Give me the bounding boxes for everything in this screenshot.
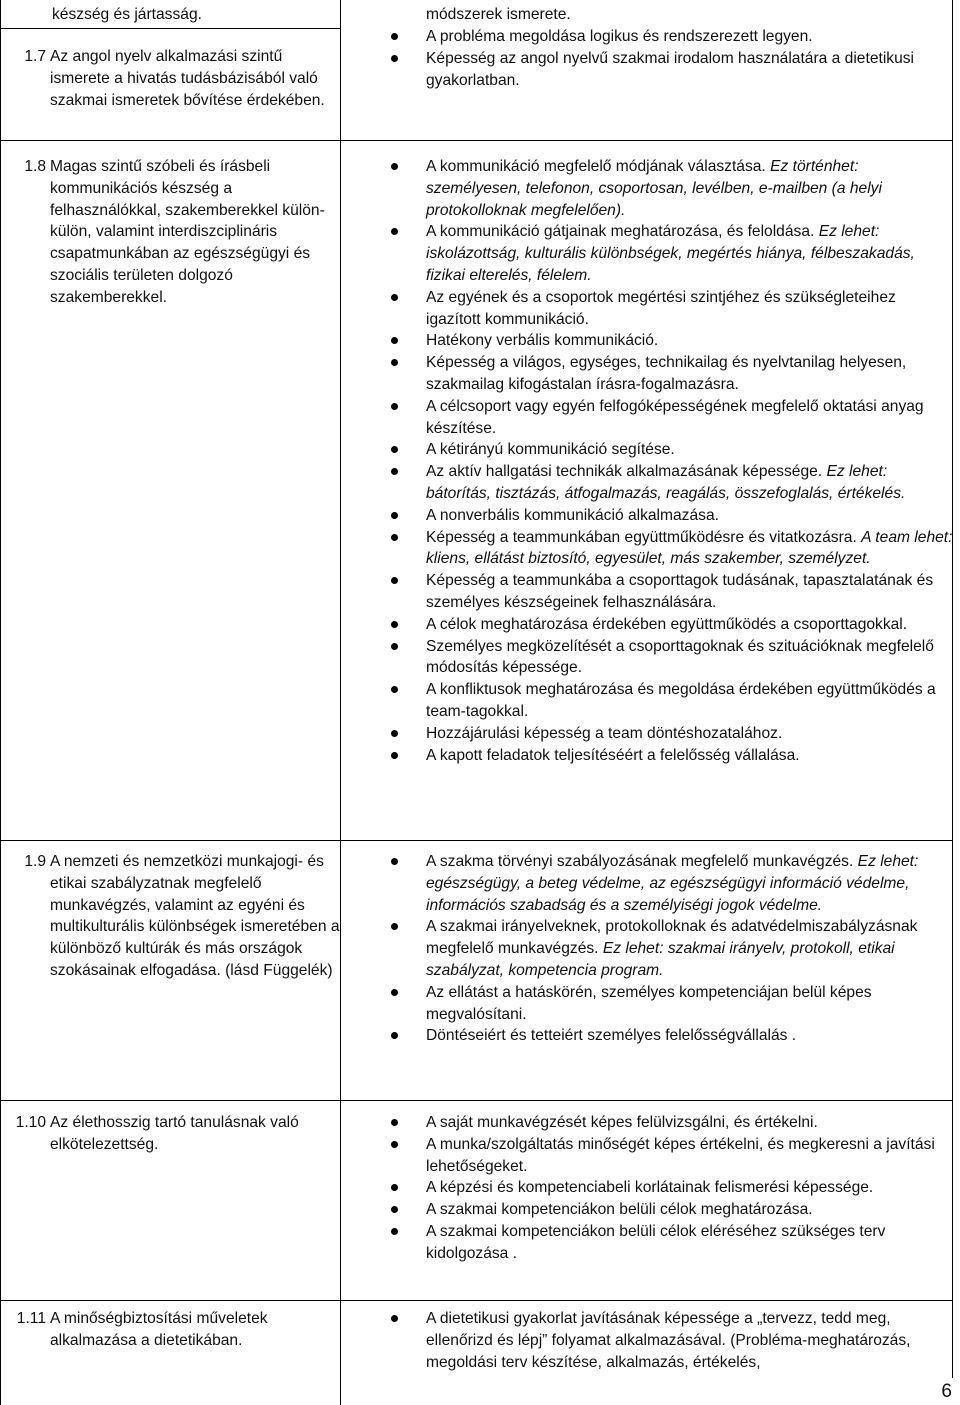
list-item	[340, 1112, 960, 1134]
row-number: 1.10	[15, 1114, 46, 1131]
item-text: Az aktív hallgatási technikák alkalmazásának képessége.	[426, 463, 823, 481]
right-quality-list	[340, 1308, 960, 1373]
item-text: A saját munkavégzését képes felülvizsgálni, és értékelni.	[426, 1114, 818, 1131]
row-text: Magas szintű szóbeli és írásbeli kommunikációs készség a felhasználókkal, szakemberekkel külön-külön, valamint interdiszciplináris csapatmunkában az egészségügyi és szociális területen dolgozó szakemberekkel.	[50, 158, 325, 306]
left-row-1-11	[0, 1308, 340, 1352]
right-learning-list	[340, 1112, 960, 1265]
row-number: 1.11	[16, 1310, 46, 1327]
list-item	[340, 1308, 960, 1373]
item-text: A szakmai irányelveknek, protokolloknak és adatvédelmiszabályzásnak megfelelő munkavégzés.	[426, 918, 918, 958]
list-item	[340, 1221, 960, 1265]
page-number: 6	[941, 1381, 952, 1402]
list-item	[340, 614, 960, 636]
item-text: A célcsoport vagy egyén felfogóképességének megfelelő oktatási anyag készítése.	[426, 397, 924, 437]
list-item	[340, 570, 960, 614]
row-divider-1	[0, 28, 340, 29]
list-item	[340, 396, 960, 440]
item-note: A team lehet: kliens, ellátást biztosító, egyesület, más szakember, személyzet.	[426, 528, 953, 568]
list-item	[340, 156, 960, 221]
item-text: A nonverbális kommunikáció alkalmazása.	[426, 506, 719, 524]
item-text: Személyes megközelítését a csoporttagoknak és szituációknak megfelelő módosítás képessége.	[426, 637, 934, 677]
row-text: Az angol nyelv alkalmazási szintű ismerete a hivatás tudásbázisából való szakmai ismeretek bővítése érdekében.	[50, 48, 325, 109]
item-text: A kommunikáció megfelelő módjának választása.	[426, 158, 766, 175]
row-divider-2	[0, 140, 953, 141]
item-text: Képesség a teammunkában együttműködésre és vitatkozásra.	[426, 528, 857, 546]
list-item	[340, 505, 960, 527]
list-item	[340, 745, 960, 767]
item-text: A szakmai kompetenciákon belüli célok eléréséhez szükséges terv kidolgozása .	[426, 1222, 886, 1262]
item-text: A célok meghatározása érdekében együttműködés a csoporttagokkal.	[426, 615, 908, 633]
list-item	[340, 723, 960, 745]
list-item	[340, 461, 960, 505]
item-text: Képesség a világos, egységes, technikailag és nyelvtanilag helyesen, szakmailag kifogástalan írásra-fogalmazásra.	[426, 354, 907, 393]
list-item	[340, 982, 960, 1026]
row-divider-4	[0, 1100, 953, 1101]
item-text: A munka/szolgáltatás minőségét képes értékelni, és megkeresni a javítási lehetőségeket.	[426, 1135, 935, 1175]
list-item	[340, 439, 960, 461]
right-ethics-list	[340, 851, 960, 1047]
item-text: A szakmai kompetenciákon belüli célok meghatározása.	[426, 1201, 813, 1219]
list-item	[340, 1177, 960, 1199]
list-item	[340, 679, 960, 723]
item-text: A kapott feladatok teljesítéséért a felelősség vállalása.	[426, 746, 800, 764]
list-item	[340, 330, 960, 352]
item-note: Ez lehet: egészségügy, a beteg védelme, az egészségügyi információ védelme, információs szabadság és a személyiségi jogok védelme.	[426, 853, 919, 914]
item-text: A konfliktusok meghatározása és megoldása érdekében együttműködés a team-tagokkal.	[426, 681, 936, 720]
left-row-1-7	[0, 46, 340, 111]
left-row-1-9	[0, 851, 340, 982]
row-number: 1.8	[24, 158, 46, 175]
row-number: 1.7	[24, 48, 46, 65]
item-text: Hozzájárulási képesség a team döntéshozatalához.	[426, 724, 783, 742]
item-text: A szakma törvényi szabályozásának megfelelő munkavégzés.	[426, 853, 854, 870]
list-item	[340, 287, 960, 331]
item-text: A képzési és kompetenciabeli korlátainak felismerési képessége.	[426, 1179, 874, 1197]
list-item	[340, 527, 960, 571]
list-item	[340, 636, 960, 680]
item-text: A kommunikáció gátjainak meghatározása, és feloldása.	[426, 223, 815, 241]
item-text: Az egyének és a csoportok megértési szintjéhez és szükségleteihez igazított kommunikáció.	[426, 288, 896, 328]
item-note: Ez lehet: bátorítás, tisztázás, átfogalmazás, reagálás, összefoglalás, értékelés.	[426, 463, 906, 502]
left-row-1-8	[0, 156, 340, 309]
list-item: Képesség az angol nyelvű szakmai irodalom használatára a dietetikusi gyakorlatban.	[340, 48, 960, 92]
item-text: Az ellátást a hatáskörén, személyes kompetenciájan belül képes megvalósítani.	[426, 983, 872, 1023]
item-note: Ez történhet: személyesen, telefonon, csoportosan, levélben, e-mailben (a helyi protokolloknak megfelelően).	[426, 158, 882, 219]
row-number: 1.9	[24, 853, 46, 870]
item-text: A dietetikusi gyakorlat javításának képessége a „tervezz, tedd meg, ellenőrizd és lépj” folyamat alkalmazásával. (Probléma-meghatározás, megoldási terv készítése, alkalmazás, értékelés,	[426, 1310, 911, 1371]
item-note: Ez lehet: iskolázottság, kulturális különbségek, megértés hiánya, félbeszakadás, fizikai elterelés, félelem.	[426, 223, 915, 284]
right-communication-list	[340, 156, 960, 766]
right-top-list	[340, 26, 960, 91]
row-text: Az élethosszig tartó tanulásnak való elkötelezettség.	[50, 1114, 299, 1153]
left-intro-text: készség és jártasság.	[52, 6, 202, 23]
item-text: Képesség a teammunkába a csoporttagok tudásának, tapasztalatának és személyes készségeinek felhasználására.	[426, 572, 934, 611]
list-item	[340, 221, 960, 286]
list-item	[340, 1025, 960, 1047]
item-text: Döntéseiért és tetteiért személyes felelősségvállalás .	[426, 1027, 797, 1045]
list-item	[340, 352, 960, 396]
list-item	[340, 1134, 960, 1178]
list-item	[340, 916, 960, 981]
row-divider-5	[0, 1300, 953, 1301]
row-text: A nemzeti és nemzetközi munkajogi- és etikai szabályzatnak megfelelő munkavégzés, valamint az egyéni és multikulturális különbségek ismeretében a különböző kultúrák és más országok szokásainak elfogadása. (lásd Függelék)	[50, 853, 340, 979]
list-item	[340, 1199, 960, 1221]
item-text: Hatékony verbális kommunikáció.	[426, 332, 659, 350]
right-intro-text: módszerek ismerete.	[426, 6, 571, 23]
item-text: A kétirányú kommunikáció segítése.	[426, 441, 675, 459]
row-text: A minőségbiztosítási műveletek alkalmazása a dietetikában.	[50, 1310, 268, 1349]
left-row-1-10	[0, 1112, 340, 1156]
row-divider-3	[0, 840, 953, 841]
list-item	[340, 851, 960, 916]
item-note: Ez lehet: szakmai irányelv, protokoll, etikai szabályzat, kompetencia program.	[426, 940, 895, 979]
list-item: A probléma megoldása logikus és rendszerezett legyen.	[340, 26, 960, 48]
